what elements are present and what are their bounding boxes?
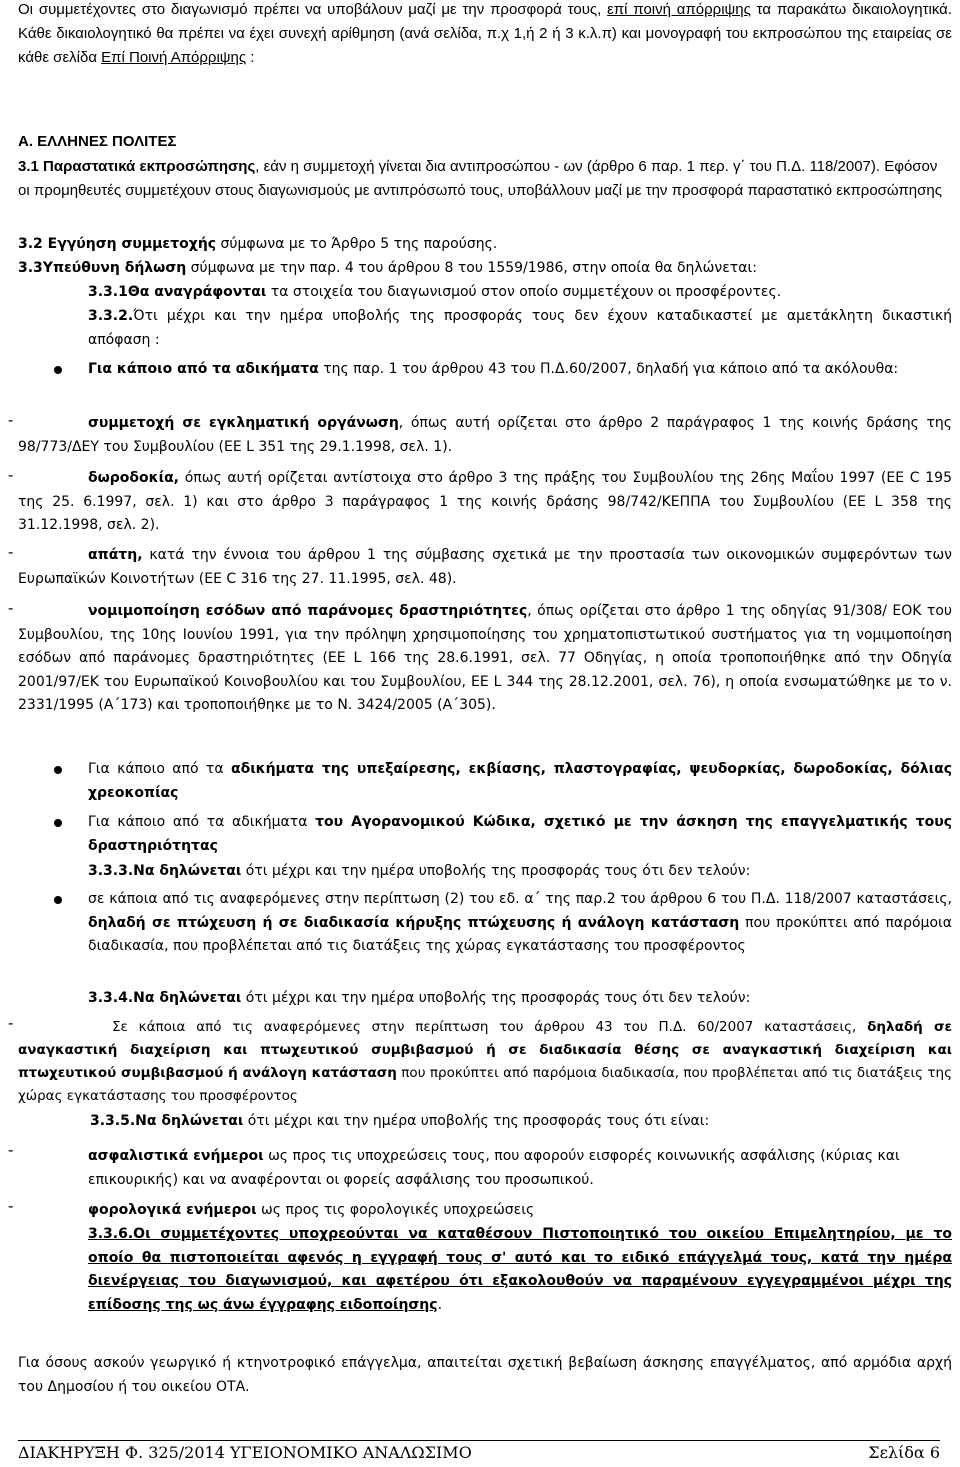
intro-text-3: :: [246, 49, 255, 66]
dash-item-3: [18, 544, 952, 591]
dash-1-text: , όπως αυτή ορίζεται στο άρθρο 2 παράγραφος 1 της κοινής δράσης της 98/773/ΔΕΥ του Συμβουλίου (ΕΕ L 351 της 29.1.1998, σελ. 1).: [18, 415, 952, 455]
dash-icon: -: [8, 467, 14, 484]
heading-3-3-1: 3.3.1Θα αναγράφονται: [88, 284, 267, 300]
dash-item-7: [88, 1199, 952, 1223]
bullet-1-text: της παρ. 1 του άρθρου 43 του Π.Δ.60/2007, δηλαδή για κάποιο από τα ακόλουθα:: [318, 361, 899, 377]
bullet-4-bold: δηλαδή σε πτώχευση ή σε διαδικασία κήρυξης πτώχευσης ή ανάλογη κατάσταση: [88, 914, 740, 931]
heading-3-3: 3.3Υπεύθυνη δήλωση: [18, 260, 187, 276]
bullet-icon: [54, 766, 62, 774]
page-number: Σελίδα 6: [868, 1443, 940, 1462]
dash-7-bold: φορολογικά ενήμεροι: [88, 1202, 257, 1218]
bullet-icon: [54, 819, 62, 827]
dash-5-text: Σε κάποια από τις αναφερόμενες στην περίπτωση του άρθρου 43 του Π.Δ. 60/2007 καταστάσεις,: [112, 1019, 868, 1035]
text-3-3-4: ότι μέχρι και την ημέρα υποβολής της προσφοράς τους ότι δεν τελούν:: [241, 990, 751, 1006]
dash-3-text: κατά την έννοια του άρθρου 1 της σύμβασης σχετικά με την προστασία των οικονομικών συμφερόντων των Ευρωπαϊκών Κοινοτήτων (ΕΕ C 316 της 27. 11.1995, σελ. 48).: [18, 547, 952, 587]
paragraph-3-3-3: [88, 860, 952, 884]
dash-3-bold: απάτη,: [88, 547, 143, 563]
bullet-item-4: [88, 888, 952, 959]
heading-3-3-6: 3.3.6.Οι συμμετέχοντες υποχρεούνται να καταθέσουν Πιστοποιητικό του οικείου Επιμελητηρίου, με το οποίο θα πιστοποιείται αφενός η εγγραφή τους σ' αυτό και το ειδικό επάγγελμά τους, κατά την ημέρα διενέργειας του διαγωνισμού, και αφετέρου ότι εξακολουθούν να παραμένουν εγγεγραμμένοι μέχρι της επίδοσης της ως άνω έγγραφης ειδοποίησης: [88, 1226, 952, 1313]
dash-5-text-2: που προκύπτει από παρόμοια διαδικασία, που προβλέπεται από τις διατάξεις της χώρας εγκατάστασης του προσφέροντος: [18, 1065, 952, 1104]
dash-item-5: [18, 1016, 952, 1108]
dash-1-bold: συμμετοχή σε εγκληματική οργάνωση: [88, 415, 399, 431]
paragraph-3-3-1: [88, 281, 952, 305]
dash-6-text: ως προς τις υποχρεώσεις τους, που αφορούν εισφορές κοινωνικής ασφάλισης (κύριας και επικουρικής) και να αναφέρονται οι φορείς ασφάλισης του προσωπικού.: [88, 1148, 900, 1188]
dash-5-bold: δηλαδή σε αναγκαστική διαχείριση και πτωχευτικού συμβιβασμού ή σε διαδικασία θέσης σε αναγκαστική διαχείριση και πτωχευτικού συμβιβασμού ή ανάλογη κατάσταση: [18, 1019, 952, 1081]
text-3-3: σύμφωνα με την παρ. 4 του άρθρου 8 του 1559/1986, στην οποία θα δηλώνεται:: [186, 260, 757, 276]
dash-icon: -: [8, 1142, 14, 1159]
intro-text: Οι συμμετέχοντες στο διαγωνισμό πρέπει να υποβάλουν μαζί με την προσφορά τους,: [18, 1, 608, 18]
heading-3-3-4: 3.3.4.Να δηλώνεται: [88, 990, 242, 1006]
bullet-1-bold: Για κάποιο από τα αδικήματα: [88, 361, 319, 377]
paragraph-3-3: [18, 257, 952, 281]
heading-3-3-2: 3.3.2.: [88, 308, 134, 324]
intro-paragraph: [18, 0, 952, 70]
dash-item-6: [88, 1145, 952, 1192]
dash-4-bold: νομιμοποίηση εσόδων από παράνομες δραστηριότητες: [88, 603, 528, 619]
bullet-2-bold: αδικήματα της υπεξαίρεσης, εκβίασης, πλαστογραφίας, ψευδορκίας, δωροδοκίας, δόλιας χρεοκοπίας: [88, 761, 952, 801]
text-3-3-5: ότι μέχρι και την ημέρα υποβολής της προσφοράς τους ότι είναι:: [243, 1113, 710, 1129]
text-3-3-3: ότι μέχρι και την ημέρα υποβολής της προσφοράς τους ότι δεν τελούν:: [241, 863, 751, 879]
bullet-2-text: Για κάποιο από τα: [88, 761, 231, 777]
paragraph-3-3-2: [88, 305, 952, 352]
bullet-item-3: [88, 811, 952, 858]
paragraph-3-3-6: [88, 1223, 952, 1317]
heading-3-1: 3.1 Παραστατικά εκπροσώπησης: [18, 158, 256, 175]
text-3-3-1: τα στοιχεία του διαγωνισμού στον οποίο συμμετέχουν οι προσφέροντες.: [266, 284, 782, 300]
text-3-2: σύμφωνα με το Άρθρο 5 της παρούσης.: [216, 236, 498, 252]
dash-item-1: [18, 412, 952, 459]
paragraph-3-2: [18, 233, 952, 257]
bullet-item-1: [88, 358, 952, 382]
bullet-icon: [54, 896, 62, 904]
bullet-4-text: σε κάποια από τις αναφερόμενες στην περίπτωση (2) του εδ. α΄ της παρ.2 του άρθρου 6 του Π.Δ. 118/2007 καταστάσεις,: [88, 891, 952, 907]
intro-underlined: επί ποινή απόρριψης: [607, 1, 751, 18]
text-3-3-2: Ότι μέχρι και την ημέρα υποβολής της προσφοράς τους δεν έχουν καταδικαστεί με αμετάκλητη δικαστική απόφαση :: [88, 308, 952, 348]
dash-item-2: [18, 467, 952, 538]
dash-2-bold: δωροδοκία,: [88, 470, 179, 486]
heading-3-3-5: 3.3.5.Να δηλώνεται: [90, 1113, 244, 1129]
heading-3-2: 3.2 Εγγύηση συμμετοχής: [18, 236, 217, 252]
dash-4-text: , όπως ορίζεται στο άρθρο 1 της οδηγίας 91/308/ ΕΟΚ του Συμβουλίου, της 10ης Ιουνίου 1991, για την πρόληψη χρησιμοποίησης του χρηματοπιστωτικού συστήματος για τη νομιμοποίηση εσόδων από παράνομες δραστηριότητες (ΕΕ L 166 της 28.6.1991, σελ. 77 Οδηγίας, η οποία τροποποιήθηκε από την Οδηγία 2001/97/ΕΚ του Ευρωπαϊκού Κοινοβουλίου και του Συμβουλίου, ΕΕ L 344 της 28.12.2001, σελ. 76), η οποία ενσωματώθηκε με το ν. 2331/1995 (Α΄173) και τροποποιήθηκε με το Ν. 3424/2005 (Α΄305).: [18, 603, 952, 713]
text-3-3-6: .: [437, 1296, 443, 1313]
dash-6-bold: ασφαλιστικά ενήμεροι: [88, 1148, 264, 1164]
bullet-3-bold: του Αγορανομικού Κώδικα, σχετικό με την άσκηση της επαγγελματικής τους δραστηριότητας: [88, 814, 952, 854]
dash-2-text: όπως αυτή ορίζεται αντίστοιχα στο άρθρο 3 της πράξης του Συμβουλίου της 26ης Μαΐου 1997 (ΕΕ C 195 της 25. 6.1997, σελ. 1) και στο άρθρο 3 παράγραφος 1 της κοινής δράσης 98/742/ΚΕΠΠΑ του Συμβουλίου (ΕΕ L 358 της 31.12.1998, σελ. 2).: [18, 470, 952, 533]
bullet-icon: [54, 366, 62, 374]
dash-item-4: [18, 600, 952, 718]
bullet-4-text-2: που προκύπτει από παρόμοια διαδικασία, που προβλέπεται από τις διατάξεις της χώρας εγκατάστασης του προσφέροντος: [88, 914, 952, 954]
section-heading-a: Α. ΕΛΛΗΝΕΣ ΠΟΛΙΤΕΣ: [18, 133, 177, 150]
bullet-item-2: [88, 758, 952, 805]
intro-underlined-2: Επί Ποινή Απόρριψης: [101, 49, 247, 66]
dash-icon: -: [8, 600, 14, 617]
dash-icon: -: [8, 1015, 14, 1032]
dash-icon: -: [8, 544, 14, 561]
dash-7-text: ως προς τις φορολογικές υποχρεώσεις: [256, 1202, 535, 1218]
paragraph-3-3-5: [90, 1110, 952, 1134]
dash-icon: -: [8, 1198, 14, 1215]
closing-paragraph: Για όσους ασκούν γεωργικό ή κτηνοτροφικό επάγγελμα, απαιτείται σχετική βεβαίωση άσκησης επαγγέλματος, από αρμόδια αρχή του Δημοσίου ή του οικείου ΟΤΑ.: [18, 1355, 952, 1395]
intro-text-2: τα παρακάτω δικαιολογητικά. Κάθε δικαιολογητικό θα πρέπει να έχει συνεχή αρίθμηση (ανά σελίδα, π.χ 1,ή 2 ή 3 κ.λ.π) και μονογραφή του εκπροσώπου της εταιρείας σε κάθε σελίδα: [18, 1, 953, 66]
bullet-3-text: Για κάποιο από τα αδικήματα: [88, 814, 316, 830]
heading-3-3-3: 3.3.3.Να δηλώνεται: [88, 863, 242, 879]
paragraph-3-3-4: [88, 987, 952, 1011]
dash-icon: -: [8, 412, 14, 429]
page-footer: [18, 1440, 940, 1467]
footer-document-title: ΔΙΑΚΗΡΥΞΗ Φ. 325/2014 ΥΓΕΙΟΝΟΜΙΚΟ ΑΝΑΛΩΣΙΜΟ: [18, 1443, 472, 1462]
text-3-1: , εάν η συμμετοχή γίνεται δια αντιπροσώπου - ων (άρθρο 6 παρ. 1 περ. γ΄ του Π.Δ. 118/2007). Εφόσον οι προμηθευτές συμμετέχουν στους διαγωνισμούς με αντιπρόσωπό τους, υποβάλλουν μαζί με την προσφορά παραστατικό εκπροσώπησης: [18, 158, 942, 199]
paragraph-3-1: [18, 155, 952, 203]
